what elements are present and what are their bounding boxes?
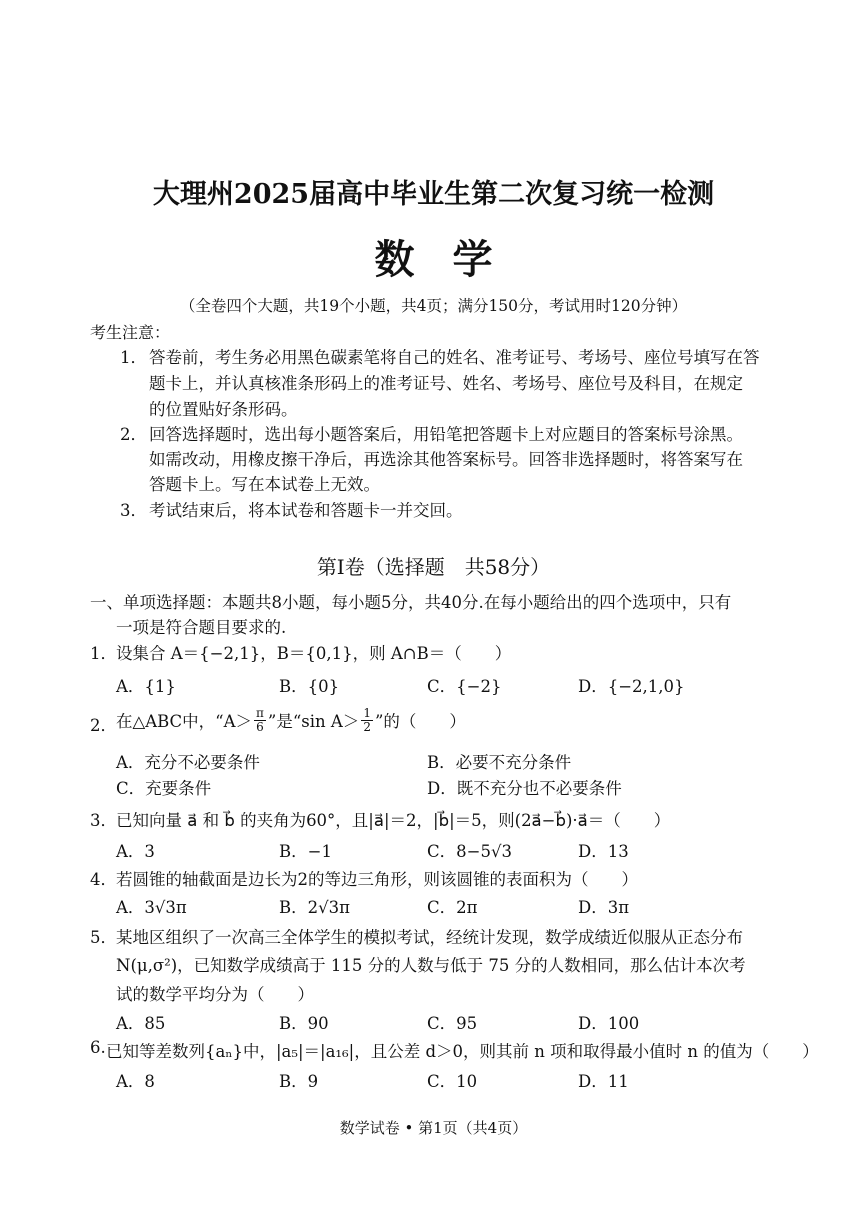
- notice-item-line: 回答选择题时，选出每小题答案后，用铅笔把答题卡上对应题目的答案标号涂黑。: [149, 425, 743, 444]
- notice-item-line: 题卡上，并认真核准条形码上的准考证号、姓名、考场号、座位号及科目，在规定: [149, 374, 743, 393]
- section-title: 第Ⅰ卷（选择题 共58分）: [316, 555, 551, 579]
- notice-item-line: 答卷前，考生务必用黑色碳素笔将自己的姓名、准考证号、考场号、座位号填写在答: [149, 348, 760, 367]
- notice-item-number: 2．: [120, 425, 147, 444]
- question-stem-line: N(μ,σ²)，已知数学成绩高于 115 分的人数与低于 75 分的人数相同，那么估计本次考: [116, 956, 746, 975]
- option-b: B．必要不充分条件: [427, 753, 572, 772]
- option-b: B．2√3π: [279, 898, 350, 917]
- fraction: [361, 707, 373, 734]
- question-stem: 设集合 A＝{−2,1}，B＝{0,1}，则 A∩B＝（ ）: [116, 644, 512, 663]
- fraction-denominator: 6: [256, 719, 264, 734]
- exam-title: 大理州2025届高中毕业生第二次复习统一检测: [152, 179, 715, 210]
- question-number: 1．: [90, 644, 117, 663]
- notice-item-number: 1．: [120, 348, 147, 367]
- option-c: C．{−2}: [427, 677, 502, 696]
- fraction-numerator: 1: [363, 705, 371, 720]
- section-intro-line: 一、单项选择题：本题共8小题，每小题5分，共40分.在每小题给出的四个选项中，只有: [90, 593, 732, 612]
- option-c: C．8−5√3: [427, 842, 512, 861]
- question-number: 5．: [90, 928, 117, 947]
- question-number: 4．: [90, 870, 117, 889]
- question-stem-line: 某地区组织了一次高三全体学生的模拟考试，经统计发现，数学成绩近似服从正态分布: [116, 928, 743, 947]
- fraction-numerator: π: [256, 705, 264, 720]
- section-intro-line: 一项是符合题目要求的.: [116, 618, 287, 637]
- page-footer: 数学试卷 • 第1页（共4页）: [339, 1119, 528, 1137]
- stem-text: ”是“sin A＞: [267, 712, 360, 731]
- question-number: 6.: [90, 1038, 106, 1057]
- exam-info: （全卷四个大题，共19个小题，共4页；满分150分，考试用时120分钟）: [179, 297, 688, 315]
- option-d: D．{−2,1,0}: [578, 677, 685, 696]
- question-stem: 若圆锥的轴截面是边长为2的等边三角形，则该圆锥的表面积为（ ）: [116, 870, 638, 889]
- option-a: A．85: [116, 1014, 166, 1033]
- option-a: A．3: [116, 842, 155, 861]
- notice-label: 考生注意：: [90, 323, 171, 342]
- stem-text: ”的（ ）: [374, 712, 466, 731]
- option-a: A．{1}: [116, 677, 176, 696]
- option-c: C．2π: [427, 898, 478, 917]
- notice-item-line: 答题卡上。写在本试卷上无效。: [149, 475, 380, 494]
- option-b: B．90: [279, 1014, 329, 1033]
- option-d: D．100: [578, 1014, 640, 1033]
- option-d: D．11: [578, 1072, 629, 1091]
- option-a: A．充分不必要条件: [116, 753, 260, 772]
- fraction: [254, 707, 266, 734]
- option-b: B．−1: [279, 842, 332, 861]
- option-b: B．{0}: [279, 677, 340, 696]
- option-a: A．3√3π: [116, 898, 187, 917]
- option-b: B．9: [279, 1072, 319, 1091]
- notice-item-number: 3．: [120, 501, 147, 520]
- question-stem: 已知等差数列{aₙ}中，|a₅|＝|a₁₆|，且公差 d＞0，则其前 n 项和取得最小值时 n 的值为（ ）: [106, 1042, 819, 1061]
- notice-item-line: 考试结束后，将本试卷和答题卡一并交回。: [149, 501, 463, 520]
- question-stem: 已知向量 a⃗ 和 b⃗ 的夹角为60°，且|a⃗|＝2，|b⃗|＝5，则(2a⃗−b⃗)·a⃗＝（ ）: [116, 811, 671, 830]
- question-stem-line: 试的数学平均分为（ ）: [116, 985, 314, 1004]
- option-d: D．既不充分也不必要条件: [427, 779, 622, 798]
- option-d: D．3π: [578, 898, 630, 917]
- option-c: C．95: [427, 1014, 478, 1033]
- option-c: C．10: [427, 1072, 478, 1091]
- question-number: 3．: [90, 811, 117, 830]
- question-stem: [116, 704, 466, 736]
- notice-item-line: 如需改动，用橡皮擦干净后，再选涂其他答案标号。回答非选择题时，将答案写在: [149, 450, 743, 469]
- option-a: A．8: [116, 1072, 155, 1091]
- subject-title: 数学: [374, 236, 531, 283]
- notice-item-line: 的位置贴好条形码。: [149, 400, 298, 419]
- option-d: D．13: [578, 842, 629, 861]
- option-c: C．充要条件: [116, 779, 212, 798]
- question-number: 2．: [90, 716, 117, 735]
- stem-text: 在△ABC中，“A＞: [116, 712, 253, 731]
- fraction-denominator: 2: [363, 719, 371, 734]
